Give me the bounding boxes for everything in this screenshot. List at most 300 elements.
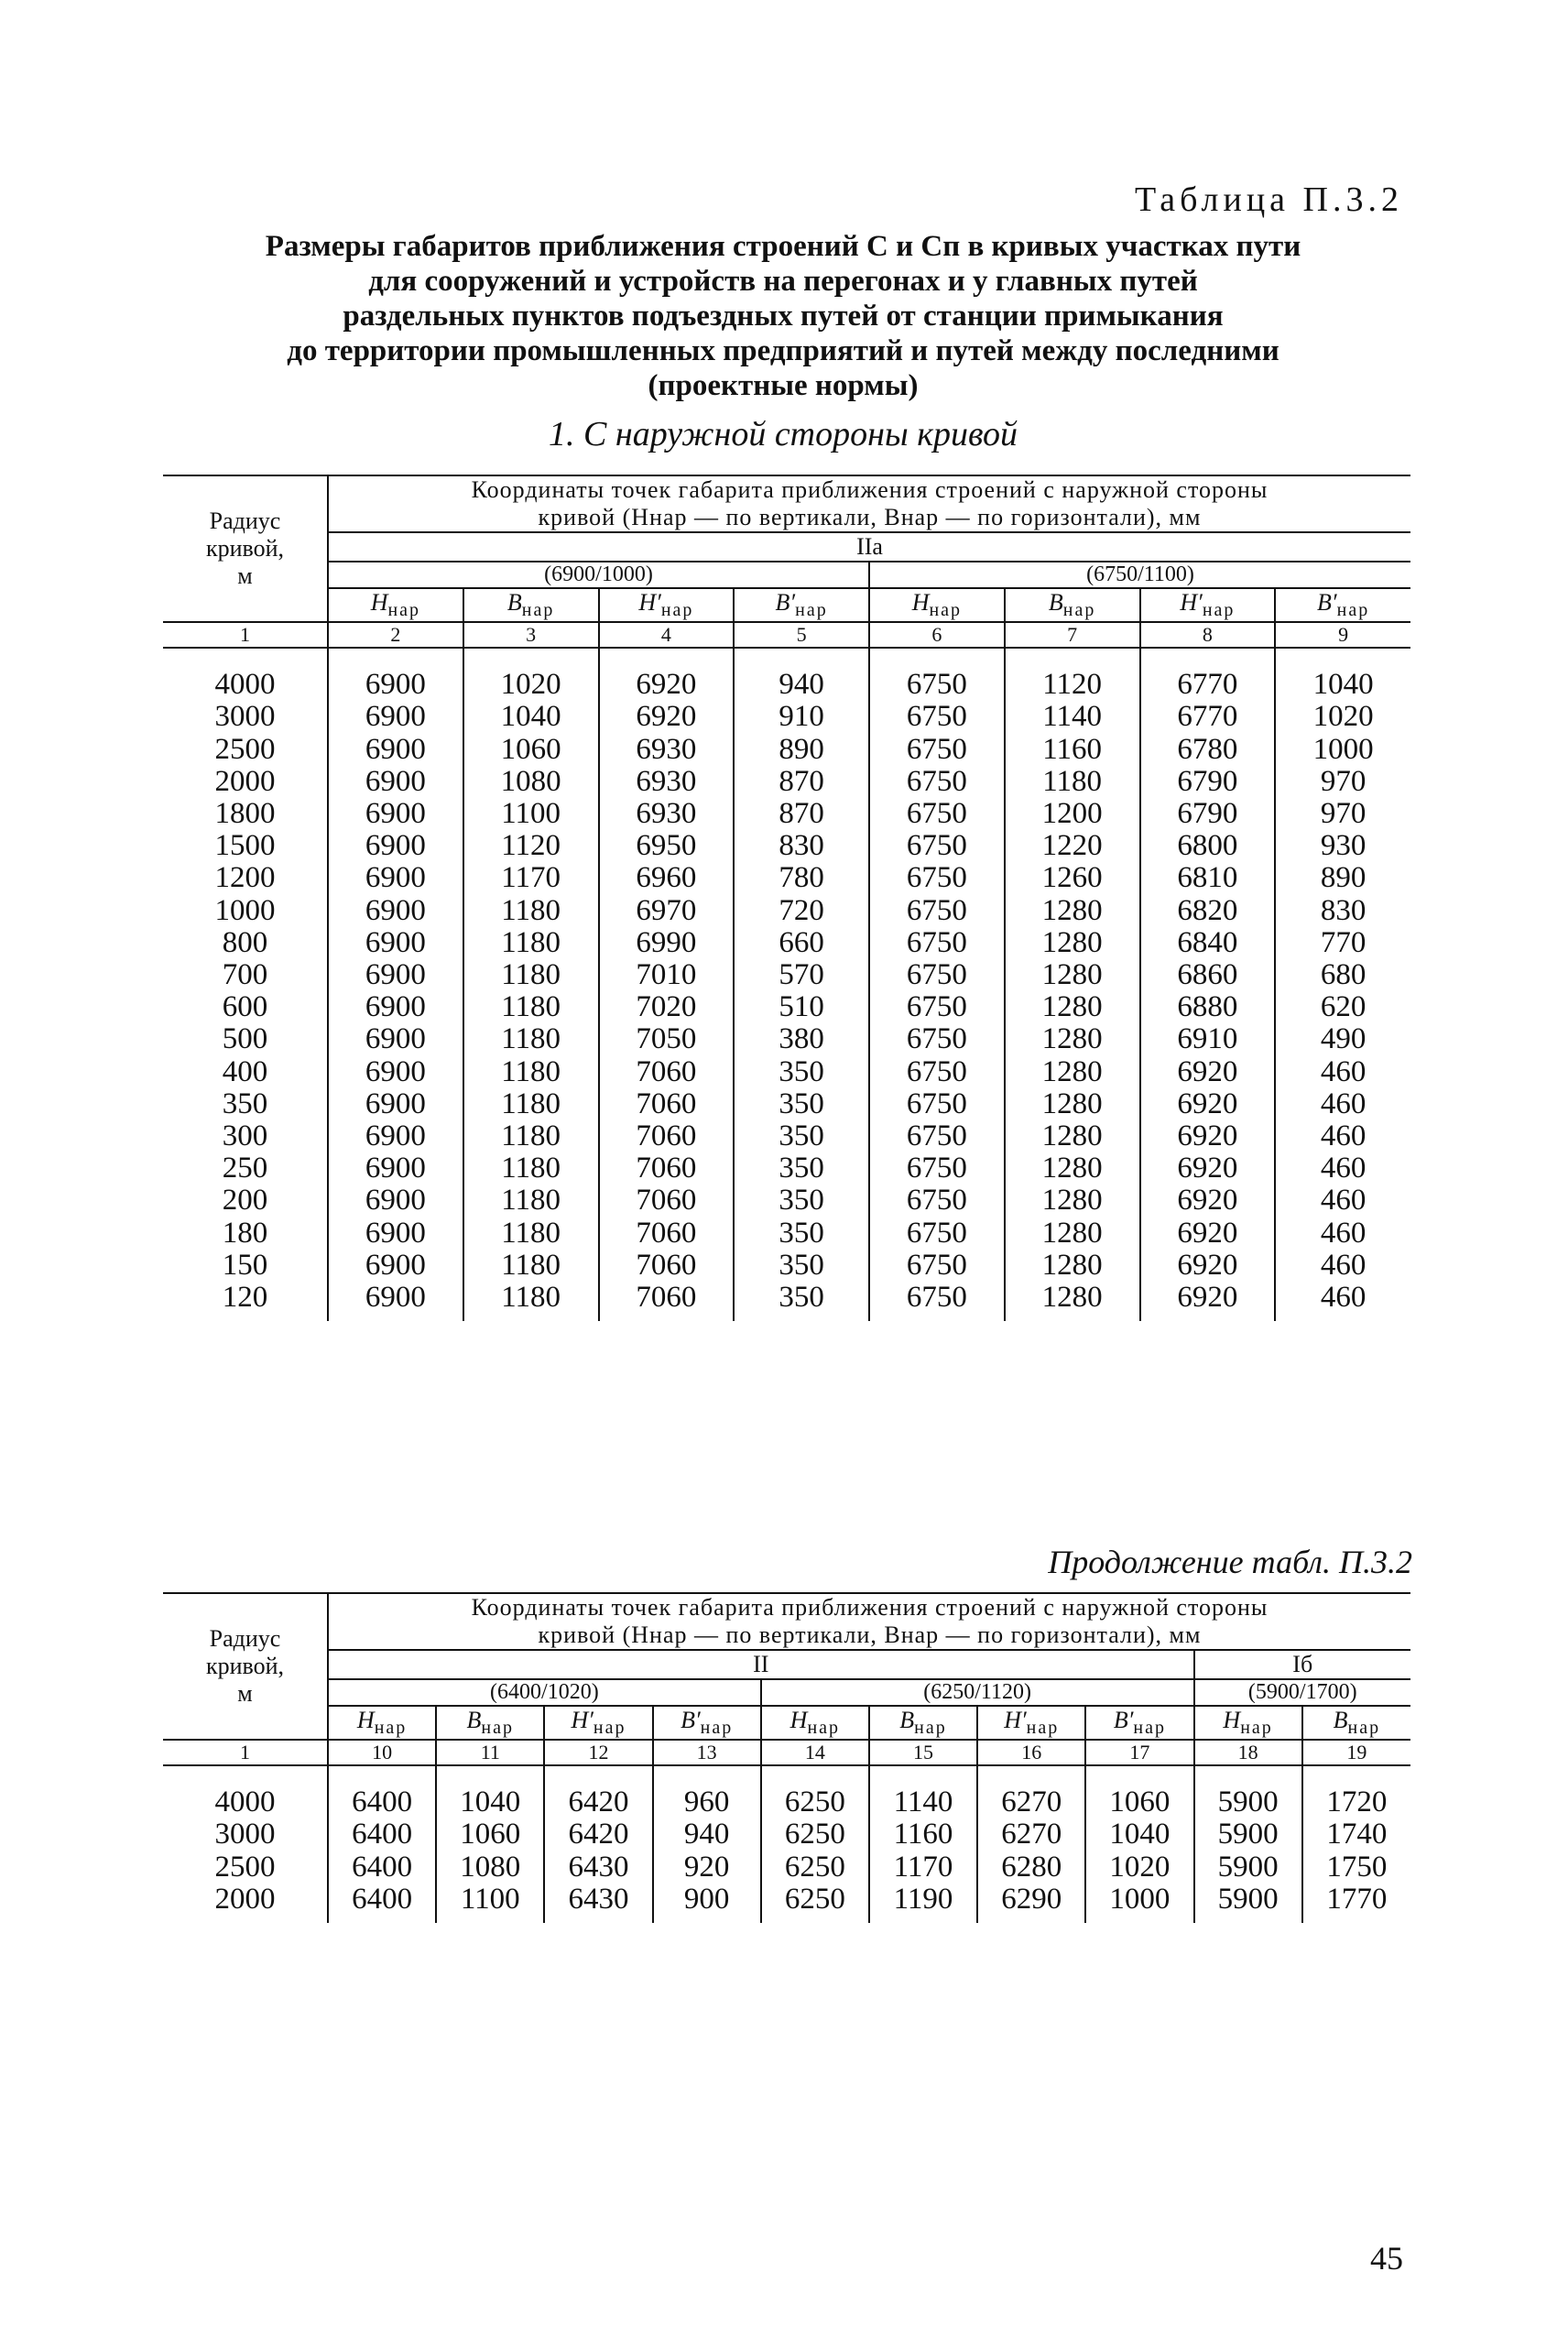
value-cell: 1180 <box>463 1088 599 1120</box>
value-cell: 1280 <box>1005 991 1140 1023</box>
value-cell: 1280 <box>1005 1185 1140 1217</box>
value-cell: 6900 <box>328 862 463 894</box>
value-cell: 1170 <box>463 862 599 894</box>
value-cell: 350 <box>734 1282 869 1321</box>
value-cell: 1080 <box>436 1851 544 1884</box>
radius-cell: 2000 <box>214 1882 276 1916</box>
value-cell: 350 <box>734 1120 869 1152</box>
title-line: раздельных пунктов подъездных путей от станции примыкания <box>343 300 1224 333</box>
value-cell: 6920 <box>1140 1218 1276 1250</box>
column-number: 17 <box>1085 1740 1193 1765</box>
column-number: 2 <box>328 622 463 648</box>
radius-cell: 2500 <box>214 1850 276 1884</box>
table-row <box>163 1818 1410 1851</box>
table-row <box>163 959 1410 991</box>
radius-cell: 500 <box>222 1022 268 1056</box>
radius-cell: 600 <box>222 990 268 1024</box>
value-cell: 350 <box>734 1056 869 1088</box>
value-cell: 1180 <box>463 1152 599 1185</box>
column-label: $B_{нар}$ <box>1302 1706 1410 1740</box>
value-cell: 6270 <box>977 1765 1085 1818</box>
column-number: 14 <box>761 1740 869 1765</box>
column-label: $B_{нар}$ <box>463 588 599 622</box>
value-cell: 6930 <box>599 734 735 766</box>
value-cell: 6920 <box>1140 1250 1276 1282</box>
value-cell: 900 <box>653 1884 761 1923</box>
value-cell: 6900 <box>328 798 463 830</box>
value-cell: 7020 <box>599 991 735 1023</box>
radius-cell: 4000 <box>214 668 276 702</box>
value-cell: 7060 <box>599 1120 735 1152</box>
column-number: 18 <box>1194 1740 1302 1765</box>
value-cell: 6750 <box>869 1250 1005 1282</box>
value-cell: 6920 <box>1140 1120 1276 1152</box>
continuation-title: Продолжение табл. П.3.2 <box>1048 1544 1412 1580</box>
value-cell: 1140 <box>869 1765 977 1818</box>
group-header: II <box>328 1650 1194 1679</box>
value-cell: 6860 <box>1140 959 1276 991</box>
subgroup-header: (6250/1120) <box>761 1679 1194 1706</box>
value-cell: 350 <box>734 1218 869 1250</box>
value-cell: 6400 <box>328 1884 436 1923</box>
column-number: 11 <box>436 1740 544 1765</box>
value-cell: 6900 <box>328 1250 463 1282</box>
table-title <box>110 229 1456 403</box>
column-number: 7 <box>1005 622 1140 648</box>
value-cell: 6770 <box>1140 648 1276 701</box>
value-cell: 6790 <box>1140 766 1276 798</box>
value-cell: 6970 <box>599 895 735 927</box>
column-number: 3 <box>463 622 599 648</box>
value-cell: 930 <box>1275 830 1410 862</box>
value-cell: 6900 <box>328 734 463 766</box>
table-row <box>163 991 1410 1023</box>
value-cell: 6900 <box>328 766 463 798</box>
table-label: Таблица П.3.2 <box>1135 180 1403 219</box>
value-cell: 1170 <box>869 1851 977 1884</box>
value-cell: 350 <box>734 1088 869 1120</box>
column-label: $B_{нар}$ <box>869 1706 977 1740</box>
value-cell: 6270 <box>977 1818 1085 1851</box>
value-cell: 870 <box>734 798 869 830</box>
value-cell: 6750 <box>869 1152 1005 1185</box>
value-cell: 6840 <box>1140 927 1276 959</box>
value-cell: 460 <box>1275 1152 1410 1185</box>
value-cell: 6930 <box>599 798 735 830</box>
value-cell: 6900 <box>328 1185 463 1217</box>
table-2 <box>163 1592 1410 1923</box>
value-cell: 1770 <box>1302 1884 1410 1923</box>
column-label: $H_{нар}$ <box>328 1706 436 1740</box>
value-cell: 1750 <box>1302 1851 1410 1884</box>
value-cell: 1120 <box>463 830 599 862</box>
value-cell: 6770 <box>1140 701 1276 733</box>
column-number: 10 <box>328 1740 436 1765</box>
radius-cell: 250 <box>222 1152 268 1185</box>
value-cell: 1000 <box>1275 734 1410 766</box>
value-cell: 1260 <box>1005 862 1140 894</box>
value-cell: 6900 <box>328 1218 463 1250</box>
coord-header: Координаты точек габарита приближения строений с наружной стороны кривой (Hнар — по вертикали, Bнар — по горизонтали), мм <box>328 475 1410 532</box>
group-header: IIа <box>328 532 1410 562</box>
value-cell: 1180 <box>463 991 599 1023</box>
value-cell: 460 <box>1275 1056 1410 1088</box>
column-label: $H'_{нар}$ <box>977 1706 1085 1740</box>
table-row <box>163 1884 1410 1923</box>
page-number: 45 <box>1370 2240 1403 2277</box>
column-number: 4 <box>599 622 735 648</box>
value-cell: 1280 <box>1005 927 1140 959</box>
value-cell: 7060 <box>599 1185 735 1217</box>
radius-cell: 400 <box>222 1054 268 1088</box>
subgroup-header: (6750/1100) <box>869 562 1410 588</box>
value-cell: 6920 <box>599 701 735 733</box>
column-number: 5 <box>734 622 869 648</box>
value-cell: 720 <box>734 895 869 927</box>
value-cell: 6910 <box>1140 1023 1276 1055</box>
table-row <box>163 1088 1410 1120</box>
coord-header: Координаты точек габарита приближения строений с наружной стороны кривой (Hнар — по вертикали, Bнар — по горизонтали), мм <box>328 1593 1410 1650</box>
value-cell: 970 <box>1275 766 1410 798</box>
value-cell: 1060 <box>463 734 599 766</box>
radius-cell: 350 <box>222 1087 268 1120</box>
value-cell: 460 <box>1275 1282 1410 1321</box>
value-cell: 6900 <box>328 1088 463 1120</box>
table-row <box>163 734 1410 766</box>
value-cell: 380 <box>734 1023 869 1055</box>
value-cell: 6750 <box>869 830 1005 862</box>
value-cell: 970 <box>1275 798 1410 830</box>
value-cell: 6750 <box>869 1120 1005 1152</box>
value-cell: 6900 <box>328 1282 463 1321</box>
column-number: 6 <box>869 622 1005 648</box>
value-cell: 770 <box>1275 927 1410 959</box>
value-cell: 6400 <box>328 1765 436 1818</box>
value-cell: 6250 <box>761 1765 869 1818</box>
radius-cell: 200 <box>222 1184 268 1218</box>
value-cell: 6750 <box>869 701 1005 733</box>
value-cell: 6800 <box>1140 830 1276 862</box>
value-cell: 7060 <box>599 1152 735 1185</box>
table-row <box>163 895 1410 927</box>
value-cell: 6250 <box>761 1851 869 1884</box>
value-cell: 1020 <box>1085 1851 1193 1884</box>
value-cell: 6920 <box>1140 1282 1276 1321</box>
value-cell: 660 <box>734 927 869 959</box>
value-cell: 460 <box>1275 1218 1410 1250</box>
value-cell: 7060 <box>599 1088 735 1120</box>
title-line: (проектные нормы) <box>648 369 919 402</box>
value-cell: 1060 <box>436 1818 544 1851</box>
column-number: 8 <box>1140 622 1276 648</box>
table-row <box>163 1152 1410 1185</box>
value-cell: 7010 <box>599 959 735 991</box>
value-cell: 960 <box>653 1765 761 1818</box>
table-row <box>163 1218 1410 1250</box>
value-cell: 6250 <box>761 1818 869 1851</box>
value-cell: 7060 <box>599 1218 735 1250</box>
title-line: Размеры габаритов приближения строений С и Сп в кривых участках пути <box>265 230 1301 263</box>
table-row <box>163 1765 1410 1818</box>
value-cell: 1280 <box>1005 1282 1140 1321</box>
value-cell: 490 <box>1275 1023 1410 1055</box>
radius-cell: 1800 <box>214 797 276 830</box>
value-cell: 1180 <box>1005 766 1140 798</box>
value-cell: 1180 <box>463 895 599 927</box>
value-cell: 6900 <box>328 959 463 991</box>
table-row <box>163 648 1410 701</box>
value-cell: 1200 <box>1005 798 1140 830</box>
value-cell: 6750 <box>869 1056 1005 1088</box>
value-cell: 1280 <box>1005 1218 1140 1250</box>
value-cell: 6750 <box>869 862 1005 894</box>
value-cell: 1220 <box>1005 830 1140 862</box>
value-cell: 1180 <box>463 1250 599 1282</box>
radius-header: Радиус кривой, м <box>163 475 328 622</box>
value-cell: 6900 <box>328 895 463 927</box>
value-cell: 6790 <box>1140 798 1276 830</box>
column-label: $H_{нар}$ <box>328 588 463 622</box>
title-line: до территории промышленных предприятий и путей между последними <box>287 334 1279 367</box>
value-cell: 1280 <box>1005 1088 1140 1120</box>
radius-cell: 2500 <box>214 732 276 766</box>
value-cell: 1140 <box>1005 701 1140 733</box>
value-cell: 780 <box>734 862 869 894</box>
value-cell: 6950 <box>599 830 735 862</box>
radius-cell: 2000 <box>214 764 276 798</box>
value-cell: 890 <box>734 734 869 766</box>
radius-cell: 3000 <box>214 1818 276 1851</box>
value-cell: 6900 <box>328 991 463 1023</box>
value-cell: 6750 <box>869 1088 1005 1120</box>
value-cell: 830 <box>734 830 869 862</box>
value-cell: 1180 <box>463 1056 599 1088</box>
value-cell: 1180 <box>463 927 599 959</box>
value-cell: 6750 <box>869 798 1005 830</box>
value-cell: 1100 <box>463 798 599 830</box>
value-cell: 6750 <box>869 1218 1005 1250</box>
value-cell: 7060 <box>599 1282 735 1321</box>
value-cell: 6750 <box>869 991 1005 1023</box>
column-number: 1 <box>163 622 328 648</box>
value-cell: 7050 <box>599 1023 735 1055</box>
radius-cell: 150 <box>222 1248 268 1282</box>
section-title: 1. С наружной стороны кривой <box>549 415 1018 453</box>
column-number: 15 <box>869 1740 977 1765</box>
value-cell: 460 <box>1275 1120 1410 1152</box>
value-cell: 6920 <box>1140 1056 1276 1088</box>
column-label: $B_{нар}$ <box>436 1706 544 1740</box>
table-row <box>163 1120 1410 1152</box>
column-label: $H'_{нар}$ <box>544 1706 652 1740</box>
value-cell: 6750 <box>869 1185 1005 1217</box>
subgroup-header: (6400/1020) <box>328 1679 761 1706</box>
value-cell: 6750 <box>869 734 1005 766</box>
value-cell: 910 <box>734 701 869 733</box>
column-label: $B'_{нар}$ <box>1085 1706 1193 1740</box>
value-cell: 6750 <box>869 648 1005 701</box>
value-cell: 1280 <box>1005 1023 1140 1055</box>
value-cell: 7060 <box>599 1250 735 1282</box>
value-cell: 1280 <box>1005 895 1140 927</box>
radius-cell: 800 <box>222 925 268 959</box>
value-cell: 7060 <box>599 1056 735 1088</box>
column-label: $H_{нар}$ <box>761 1706 869 1740</box>
value-cell: 6750 <box>869 895 1005 927</box>
value-cell: 1190 <box>869 1884 977 1923</box>
value-cell: 5900 <box>1194 1818 1302 1851</box>
value-cell: 6780 <box>1140 734 1276 766</box>
table-row <box>163 701 1410 733</box>
table-row <box>163 766 1410 798</box>
value-cell: 510 <box>734 991 869 1023</box>
value-cell: 6900 <box>328 1056 463 1088</box>
value-cell: 350 <box>734 1152 869 1185</box>
value-cell: 1280 <box>1005 959 1140 991</box>
radius-cell: 180 <box>222 1216 268 1250</box>
value-cell: 1040 <box>463 701 599 733</box>
value-cell: 6920 <box>1140 1185 1276 1217</box>
value-cell: 6920 <box>599 648 735 701</box>
value-cell: 1180 <box>463 1282 599 1321</box>
value-cell: 460 <box>1275 1185 1410 1217</box>
value-cell: 6430 <box>544 1851 652 1884</box>
value-cell: 1180 <box>463 1120 599 1152</box>
value-cell: 5900 <box>1194 1765 1302 1818</box>
column-label: $H'_{нар}$ <box>1140 588 1276 622</box>
value-cell: 5900 <box>1194 1884 1302 1923</box>
table-row <box>163 830 1410 862</box>
value-cell: 1000 <box>1085 1884 1193 1923</box>
value-cell: 1100 <box>436 1884 544 1923</box>
value-cell: 6880 <box>1140 991 1276 1023</box>
column-number: 12 <box>544 1740 652 1765</box>
value-cell: 1020 <box>463 648 599 701</box>
table-row <box>163 1185 1410 1217</box>
value-cell: 6990 <box>599 927 735 959</box>
table-row <box>163 1250 1410 1282</box>
title-line: для сооружений и устройств на перегонах и у главных путей <box>368 265 1198 298</box>
value-cell: 1040 <box>1085 1818 1193 1851</box>
value-cell: 6400 <box>328 1851 436 1884</box>
column-label: $H'_{нар}$ <box>599 588 735 622</box>
table-row <box>163 1851 1410 1884</box>
value-cell: 1280 <box>1005 1250 1140 1282</box>
value-cell: 1020 <box>1275 701 1410 733</box>
value-cell: 1280 <box>1005 1152 1140 1185</box>
subgroup-header: (5900/1700) <box>1194 1679 1411 1706</box>
table-row <box>163 1023 1410 1055</box>
value-cell: 6900 <box>328 648 463 701</box>
value-cell: 1180 <box>463 1023 599 1055</box>
radius-cell: 1200 <box>214 861 276 895</box>
column-label: $B'_{нар}$ <box>734 588 869 622</box>
value-cell: 570 <box>734 959 869 991</box>
value-cell: 1180 <box>463 1218 599 1250</box>
column-number: 9 <box>1275 622 1410 648</box>
radius-cell: 1500 <box>214 829 276 863</box>
column-number: 1 <box>163 1740 328 1765</box>
value-cell: 6920 <box>1140 1088 1276 1120</box>
value-cell: 6420 <box>544 1818 652 1851</box>
column-number: 13 <box>653 1740 761 1765</box>
column-label: $H_{нар}$ <box>1194 1706 1302 1740</box>
column-label: $B'_{нар}$ <box>1275 588 1410 622</box>
value-cell: 1740 <box>1302 1818 1410 1851</box>
value-cell: 6750 <box>869 1023 1005 1055</box>
radius-cell: 3000 <box>214 700 276 734</box>
value-cell: 1040 <box>436 1765 544 1818</box>
value-cell: 890 <box>1275 862 1410 894</box>
radius-header: Радиус кривой, м <box>163 1593 328 1740</box>
value-cell: 5900 <box>1194 1851 1302 1884</box>
value-cell: 1120 <box>1005 648 1140 701</box>
value-cell: 6280 <box>977 1851 1085 1884</box>
value-cell: 460 <box>1275 1250 1410 1282</box>
value-cell: 6900 <box>328 1120 463 1152</box>
value-cell: 680 <box>1275 959 1410 991</box>
value-cell: 6810 <box>1140 862 1276 894</box>
value-cell: 6400 <box>328 1818 436 1851</box>
value-cell: 6960 <box>599 862 735 894</box>
radius-cell: 120 <box>222 1281 268 1315</box>
value-cell: 6900 <box>328 1152 463 1185</box>
value-cell: 870 <box>734 766 869 798</box>
value-cell: 920 <box>653 1851 761 1884</box>
value-cell: 6290 <box>977 1884 1085 1923</box>
value-cell: 6750 <box>869 1282 1005 1321</box>
radius-cell: 700 <box>222 958 268 992</box>
column-label: $B_{нар}$ <box>1005 588 1140 622</box>
value-cell: 1160 <box>1005 734 1140 766</box>
value-cell: 1060 <box>1085 1765 1193 1818</box>
value-cell: 830 <box>1275 895 1410 927</box>
table-row <box>163 798 1410 830</box>
table-1 <box>163 475 1410 1321</box>
table-row <box>163 927 1410 959</box>
value-cell: 1180 <box>463 1185 599 1217</box>
value-cell: 6900 <box>328 1023 463 1055</box>
value-cell: 620 <box>1275 991 1410 1023</box>
value-cell: 1040 <box>1275 648 1410 701</box>
value-cell: 460 <box>1275 1088 1410 1120</box>
value-cell: 6900 <box>328 830 463 862</box>
value-cell: 940 <box>734 648 869 701</box>
radius-cell: 4000 <box>214 1785 276 1819</box>
value-cell: 350 <box>734 1250 869 1282</box>
value-cell: 6900 <box>328 701 463 733</box>
value-cell: 1720 <box>1302 1765 1410 1818</box>
value-cell: 1280 <box>1005 1120 1140 1152</box>
column-number: 19 <box>1302 1740 1410 1765</box>
value-cell: 6750 <box>869 927 1005 959</box>
column-label: $B'_{нар}$ <box>653 1706 761 1740</box>
value-cell: 6420 <box>544 1765 652 1818</box>
value-cell: 1280 <box>1005 1056 1140 1088</box>
value-cell: 6250 <box>761 1884 869 1923</box>
table-row <box>163 862 1410 894</box>
group-header: Iб <box>1194 1650 1411 1679</box>
value-cell: 6920 <box>1140 1152 1276 1185</box>
table-row <box>163 1056 1410 1088</box>
value-cell: 6820 <box>1140 895 1276 927</box>
value-cell: 350 <box>734 1185 869 1217</box>
value-cell: 940 <box>653 1818 761 1851</box>
subgroup-header: (6900/1000) <box>328 562 869 588</box>
radius-cell: 1000 <box>214 893 276 927</box>
value-cell: 6750 <box>869 766 1005 798</box>
value-cell: 1080 <box>463 766 599 798</box>
